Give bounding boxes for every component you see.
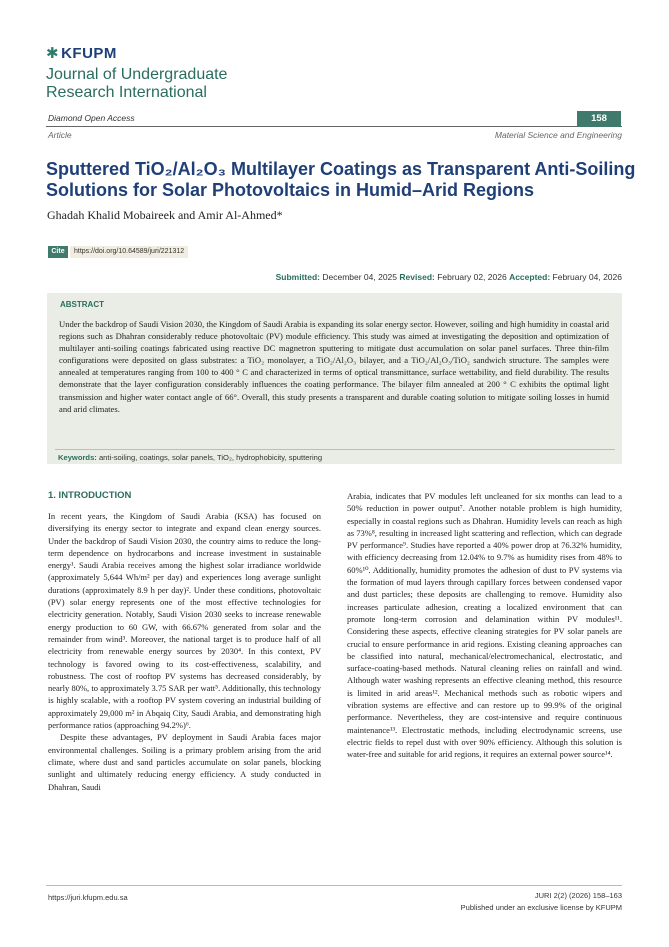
abstract-heading: ABSTRACT — [60, 300, 104, 309]
footer-url[interactable]: https://juri.kfupm.edu.sa — [48, 893, 128, 902]
header-rule — [46, 126, 622, 127]
doi-link[interactable]: https://doi.org/10.64589/juri/221312 — [70, 246, 188, 258]
footer-license: Published under an exclusive license by KFUPM — [460, 903, 622, 912]
body-column-right — [347, 490, 622, 761]
subject-area: Material Science and Engineering — [494, 130, 622, 140]
footer-citation: JURI 2(2) (2026) 158–163 — [534, 891, 622, 900]
keywords — [58, 453, 322, 462]
journal-name-line2: Research International — [46, 84, 207, 101]
journal-name — [46, 66, 227, 102]
submitted-date: December 04, 2025 — [322, 272, 398, 282]
cite-badge[interactable]: Cite — [48, 246, 68, 258]
revised-label: Revised: — [399, 272, 435, 282]
journal-name-line1: Journal of Undergraduate — [46, 66, 228, 83]
kfupm-star-icon: ✱ — [46, 45, 60, 62]
article-dates — [276, 272, 622, 282]
page-number-badge: 158 — [577, 111, 621, 127]
footer-rule — [46, 885, 622, 886]
abstract-divider — [55, 449, 615, 450]
article-type: Article — [48, 130, 72, 140]
paragraph: Arabia, indicates that PV modules left uncleaned for six months can lead to a 50% reduction in power output⁷. Another notable problem is high humidity, especially in coastal regions such as Dhahran. Humidity levels can reach as high as 73%⁸, resulting in increased light scattering and reflection, which can degrade PV performance⁹. Studies have reported a 40% power drop at 76.32% humidity, with efficiency decreasing from 12.04% to 9.7% as humidity rises from 48% to 60%¹⁰. Additionally, humidity promotes the adhesion of dust to PV systems via the formation of mud layers through capillary forces between condensed vapor and dust particles; these deposits are challenging to remove. Humidity also increases particulate adhesion, creating a localized environment that can promote long-term corrosion and delamination within PV modules¹¹. Considering these aspects, effective cleaning strategies for PV solar panels are crucial to ensure performance in arid regions. Existing cleaning approaches can be classified into natural, mechanical/electromechanical, electrostatic, and surface-coating-based methods. Natural cleaning relies on rainfall and wind. Although water washing represents an effective cleaning method, this resource is limited in arid areas¹². Mechanical methods such as robotic wipers and vibration systems are effective and can restore up to 99.9% of the original performance. Nevertheless, they are cost-intensive and require continuous maintenance¹³. Electrostatic methods, including electrodynamic screens, use electric fields to repel dust with over 90% efficiency. Although this solution is water-free and suitable for arid regions, it requires an external power source¹⁴. — [347, 491, 622, 760]
paragraph: Despite these advantages, PV deployment in Saudi Arabia faces major environmental challenges. Soiling is a primary problem arising from the arid climate, where dust and sand particles accumulate on solar panels, blocking sunlight and ultimately reducing energy efficiency. A study conducted in Dhahran, Saudi — [48, 732, 321, 792]
accepted-date: February 04, 2026 — [552, 272, 622, 282]
author-list: Ghadah Khalid Mobaireek and Amir Al-Ahmed* — [47, 208, 283, 222]
article-title: Sputtered TiO₂/Al₂O₃ Multilayer Coatings as Transparent Anti-Soiling Solutions for Solar Photovoltaics in Humid–Arid Regions — [46, 159, 636, 200]
paragraph: In recent years, the Kingdom of Saudi Arabia (KSA) has focused on diversifying its energy sector to integrate and expand clean energy sources. Under the backdrop of Saudi Vision 2030, the country aims to reduce the long-term dependence on hydrocarbons and increase investment in sustainable energy¹. Saudi Arabia receives among the highest solar irradiance worldwide (approximately 5,644 Wh/m² per day) and experiences long average sunlight durations (approximately 8.9 h per day)². Under these conditions, photovoltaic (PV) solar energy represents one of the most effective technologies for electricity generation. Notably, Saudi Vision 2030 seeks to increase renewable energy production to 60 GW, with 66.67% generated from solar and the remainder from wind³. Moreover, the national target is to produce half of all electricity from renewable energy sources by 2030⁴. In this context, PV technology is favored owing to its cost-effectiveness, scalability, and robustness. The cost of rooftop PV systems has decreased considerably, by nearly 80%, to approximately 3.75 SAR per watt⁵. Additionally, this technology is highly scalable, with a rooftop PV system covering an industrial building of approximately 29,000 m² in Abqaiq City, Saudi Arabia, and demonstrating high performance ratios (approaching 94.2%)⁶. — [48, 511, 321, 731]
keywords-list: anti-soiling, coatings, solar panels, TiO₂, hydrophobicity, sputtering — [98, 453, 323, 462]
abstract-text: Under the backdrop of Saudi Vision 2030, the Kingdom of Saudi Arabia is expanding its solar energy sector. However, soiling and high humidity in coastal arid regions such as Dhahran considerably reduce photovoltaic (PV) module efficiency. This study was aimed at investigating the deposition and optimization of multilayer anti-soiling coatings fabricated using reactive DC magnetron sputtering to mitigate dust accumulation on solar panel surfaces. Three thin-film configurations were deposited on glass substrates: a TiO₂ monolayer, a TiO₂/Al₂O₃ bilayer, and a TiO₂/Al₂O₃/TiO₂ sandwich structure. The samples were annealed at temperatures ranging from 100 to 400 ° C and characterized in terms of optical transmittance, surface wettability, and field durability. The results demonstrate that the layer configuration considerably influences the coating performance. The bilayer film annealed at 200 ° C exhibits the optimal light transmission and higher water contact angle of 66°. Overall, this study presents a transparent and durable coating solution to mitigate soiling losses in humid and arid climates. — [59, 319, 609, 414]
keywords-label: Keywords: — [58, 453, 97, 462]
accepted-label: Accepted: — [509, 272, 551, 282]
brand-name: KFUPM — [61, 45, 117, 62]
submitted-label: Submitted: — [275, 272, 320, 282]
section-heading-introduction: 1. INTRODUCTION — [48, 490, 132, 501]
open-access-label: Diamond Open Access — [48, 113, 135, 123]
revised-date: February 02, 2026 — [437, 272, 507, 282]
journal-logo — [46, 44, 117, 62]
body-column-left — [48, 510, 321, 793]
